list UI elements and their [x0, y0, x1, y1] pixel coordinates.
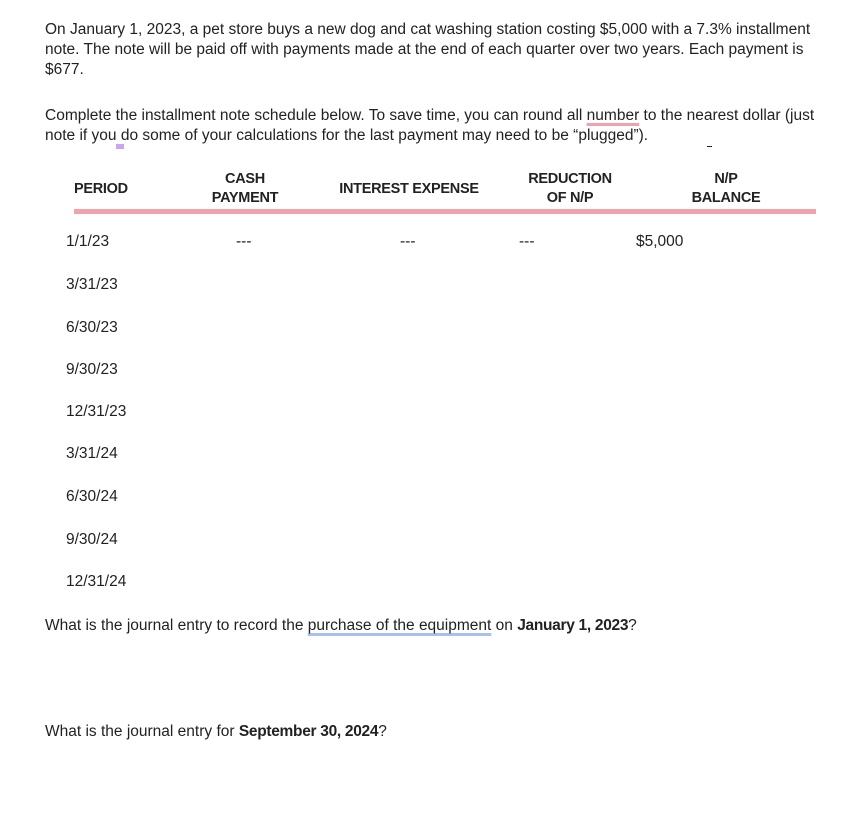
intro-paragraph: On January 1, 2023, a pet store buys a new dog and cat washing station costing $5,000 with a 7.3% installment note. The note will be paid off with payments made at the end of each quarter over two years. Each payment is $677. [45, 21, 811, 78]
period-row: 12/31/24 [66, 573, 127, 590]
reduction-np-1-1-23: --- [519, 233, 535, 250]
header-cash-payment: CASH PAYMENT [211, 171, 279, 206]
header-np-balance: N/P BALANCE [691, 171, 761, 206]
np-balance-1-1-23: $5,000 [636, 233, 684, 250]
period-row: 1/1/23 [66, 233, 110, 250]
question-september-entry: What is the journal entry for September 30, 2024? [45, 723, 387, 740]
period-row: 6/30/24 [66, 488, 118, 505]
cash-payment-1-1-23: --- [236, 233, 252, 250]
interest-expense-1-1-23: --- [400, 233, 416, 250]
period-row: 6/30/23 [66, 319, 118, 336]
grammar-underlined-phrase: purchase of the equipment [307, 617, 492, 634]
instructions-paragraph [45, 106, 825, 146]
instructions-text-a: Complete the installment note schedule below. To save time, you can round all [45, 107, 587, 124]
header-period: PERIOD [74, 181, 128, 197]
instructions-text-b: to the nearest dollar (just note if you do some of your calculations for the last payment may need to be “plugged”). [45, 107, 815, 144]
period-row: 9/30/24 [66, 531, 118, 548]
header-interest-expense: INTEREST EXPENSE [339, 181, 479, 197]
period-row: 9/30/23 [66, 361, 118, 378]
header-reduction-np: REDUCTION OF N/P [528, 171, 612, 206]
period-row: 12/31/23 [66, 403, 127, 420]
period-row: 3/31/24 [66, 445, 118, 462]
text-cursor-mark [707, 146, 712, 147]
question-purchase-entry: What is the journal entry to record the purchase of the equipment on January 1, 2023? [45, 617, 637, 634]
grammar-mark [116, 144, 124, 149]
spelling-underlined-word: number [586, 107, 640, 124]
header-rule [74, 209, 816, 214]
period-row: 3/31/23 [66, 276, 118, 293]
